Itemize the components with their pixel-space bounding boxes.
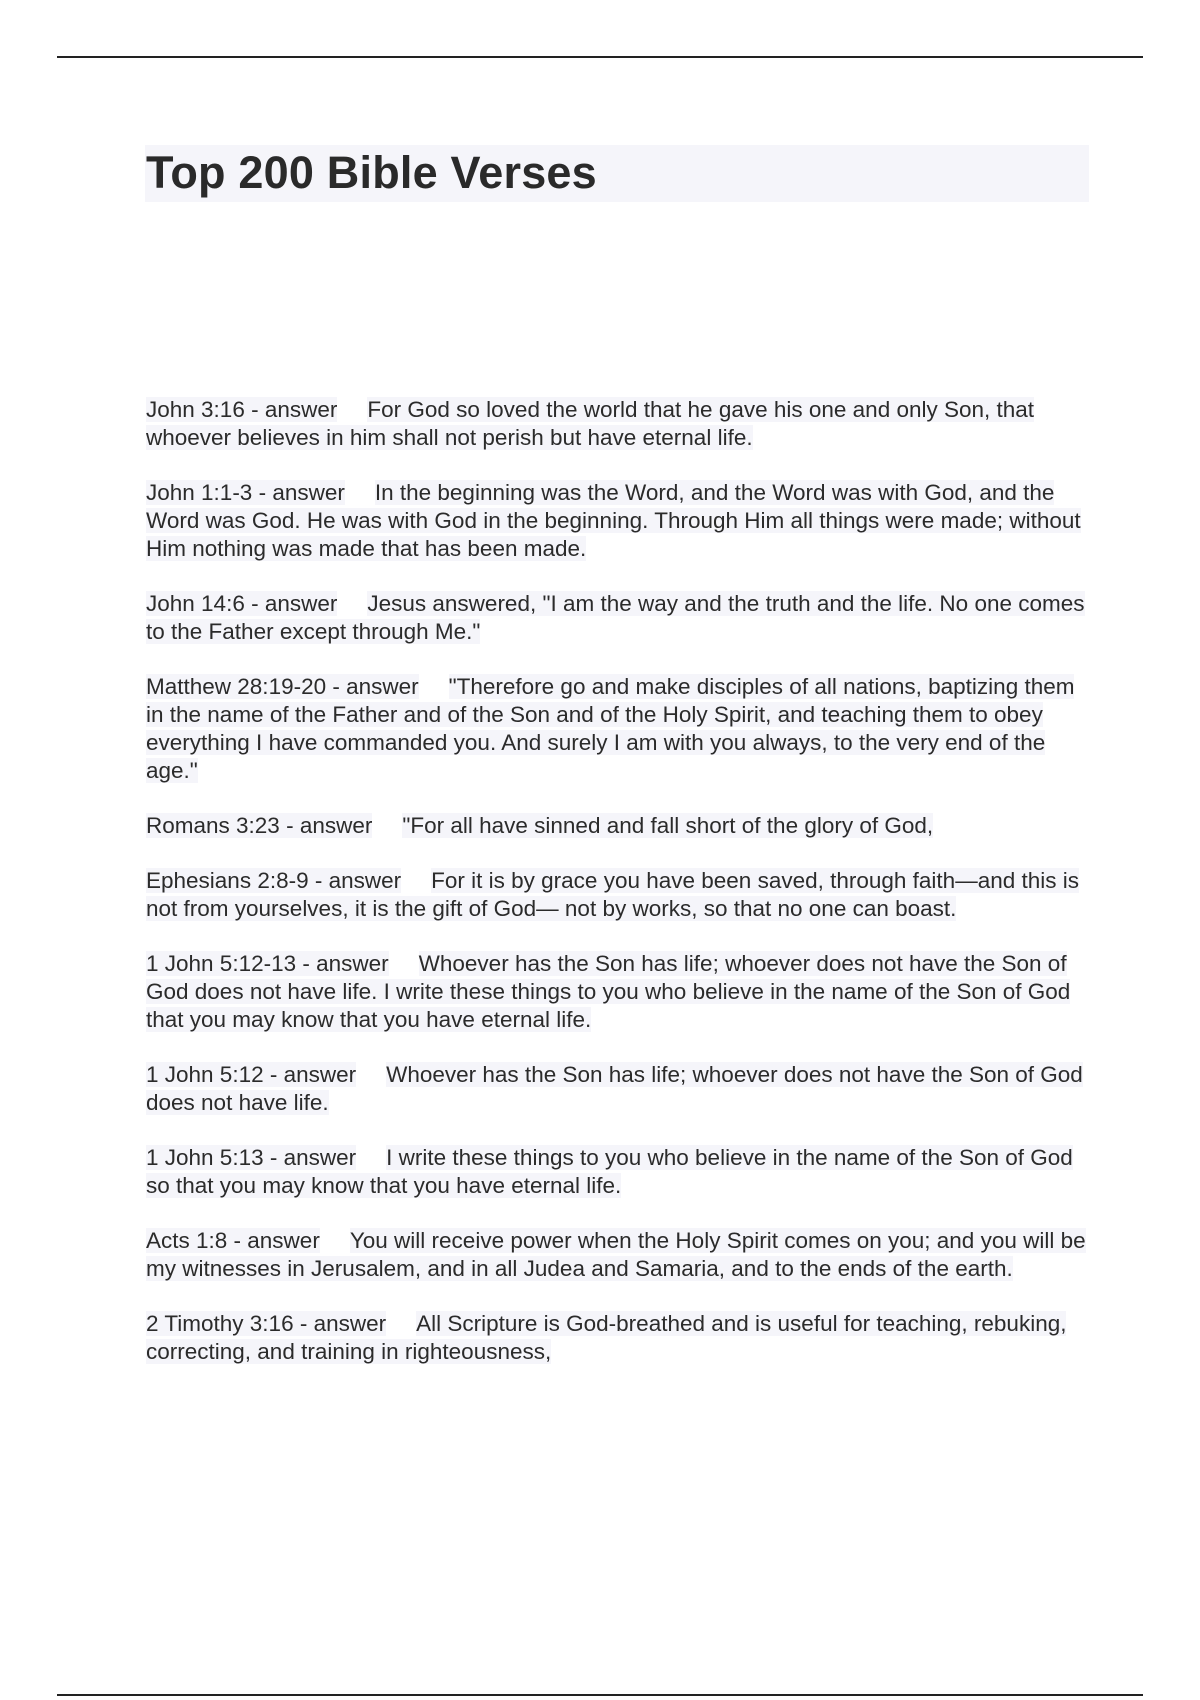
verse-reference: Ephesians 2:8-9 - answer bbox=[146, 868, 402, 893]
verse-reference: Acts 1:8 - answer bbox=[146, 1228, 320, 1253]
verse-text: "Therefore go and make disciples of all nations, baptizing them in the name of the Father and of the Son and of the Holy Spirit, and teaching them to obey everything I have commanded you. And surely I am with you always, to the very end of the age." bbox=[146, 674, 1075, 783]
verse-reference: Matthew 28:19-20 - answer bbox=[146, 674, 419, 699]
verse-text: "For all have sinned and fall short of the glory of God, bbox=[402, 813, 934, 838]
page-title: Top 200 Bible Verses bbox=[146, 147, 597, 198]
verse-reference: 2 Timothy 3:16 - answer bbox=[146, 1311, 387, 1336]
verse-text: All Scripture is God-breathed and is useful for teaching, rebuking, correcting, and training in righteousness, bbox=[146, 1311, 1067, 1364]
verse-text: You will receive power when the Holy Spirit comes on you; and you will be my witnesses in Jerusalem, and in all Judea and Samaria, and to the ends of the earth. bbox=[146, 1228, 1086, 1281]
verse-reference: 1 John 5:12-13 - answer bbox=[146, 951, 389, 976]
verse-item bbox=[146, 673, 1096, 785]
verse-item bbox=[146, 950, 1096, 1034]
verse-item bbox=[146, 590, 1096, 646]
verse-item bbox=[146, 1144, 1096, 1200]
verse-reference: 1 John 5:13 - answer bbox=[146, 1145, 357, 1170]
verse-reference: John 3:16 - answer bbox=[146, 397, 338, 422]
verse-item bbox=[146, 1061, 1096, 1117]
verse-reference: John 14:6 - answer bbox=[146, 591, 338, 616]
verse-item bbox=[146, 812, 1096, 840]
verse-text: Jesus answered, "I am the way and the truth and the life. No one comes to the Father except through Me." bbox=[146, 591, 1085, 644]
verse-text: In the beginning was the Word, and the Word was with God, and the Word was God. He was with God in the beginning. Through Him all things were made; without Him nothing was made that has been made. bbox=[146, 480, 1081, 561]
verse-text: Whoever has the Son has life; whoever does not have the Son of God does not have life. I write these things to you who believe in the name of the Son of God that you may know that you have eternal life. bbox=[146, 951, 1071, 1032]
verse-item bbox=[146, 396, 1096, 452]
verse-reference: Romans 3:23 - answer bbox=[146, 813, 373, 838]
verse-text: For it is by grace you have been saved, through faith—and this is not from yourselves, it is the gift of God— not by works, so that no one can boast. bbox=[146, 868, 1080, 921]
verse-item bbox=[146, 1227, 1096, 1283]
bottom-divider bbox=[57, 1694, 1143, 1696]
verse-item bbox=[146, 867, 1096, 923]
top-divider bbox=[57, 56, 1143, 58]
verse-list bbox=[146, 396, 1096, 1393]
verse-reference: 1 John 5:12 - answer bbox=[146, 1062, 357, 1087]
verse-text: For God so loved the world that he gave his one and only Son, that whoever believes in him shall not perish but have eternal life. bbox=[146, 397, 1035, 450]
verse-text: Whoever has the Son has life; whoever does not have the Son of God does not have life. bbox=[146, 1062, 1083, 1115]
verse-text: I write these things to you who believe in the name of the Son of God so that you may know that you have eternal life. bbox=[146, 1145, 1073, 1198]
verse-reference: John 1:1-3 - answer bbox=[146, 480, 345, 505]
verse-item bbox=[146, 1310, 1096, 1366]
verse-item bbox=[146, 479, 1096, 563]
